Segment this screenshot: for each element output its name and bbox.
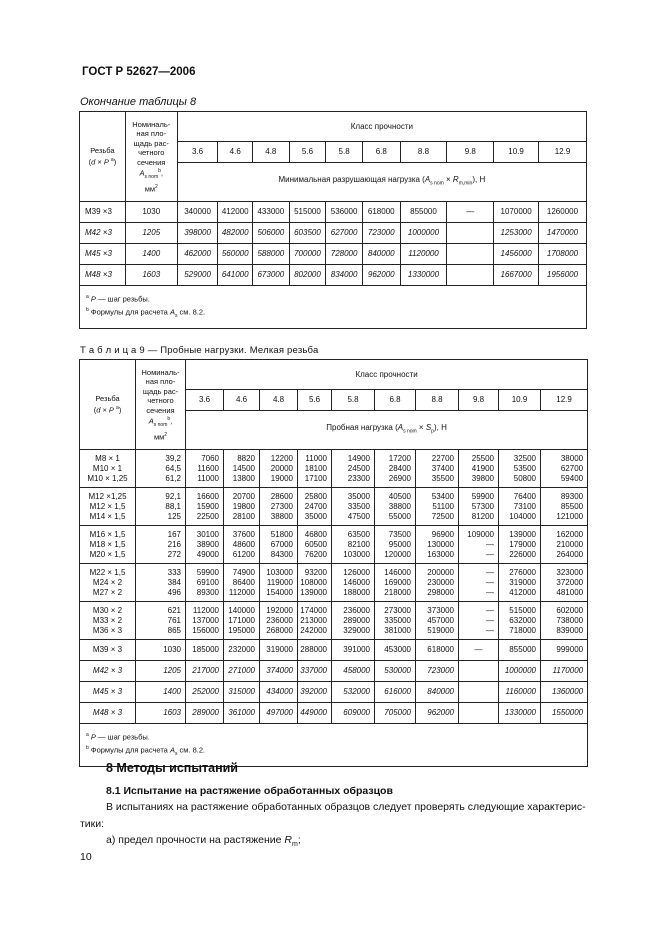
load-cell: 392000 [298, 682, 332, 703]
load-cell: 515000 [289, 202, 326, 223]
table9-caption: Т а б л и ц а 9 — Пробные нагрузки. Мелкая резьба [80, 345, 319, 356]
load-cell: 273000 335000 381000 [375, 602, 416, 640]
load-cell: 834000 [326, 265, 363, 286]
area-cell: 92,1 88,1 125 [136, 488, 186, 526]
area-cell: 1205 [125, 223, 177, 244]
load-cell: 618000 [416, 640, 459, 661]
notes-row [80, 724, 588, 767]
table-row [80, 265, 587, 286]
load-cell: 855000 [400, 202, 447, 223]
class-cell: 4.8 [253, 142, 290, 163]
table-notes: $^a$ P — шаг резьбы. $^b$ Формулы для расчета $A_s$ см. 8.2. [80, 724, 588, 767]
area-cell: 1400 [125, 244, 177, 265]
load-cell [459, 682, 499, 703]
class-cell: 8.8 [400, 142, 447, 163]
load-cell: 337000 [298, 661, 332, 682]
load-cell: 25800 24700 35000 [298, 488, 332, 526]
paragraph-line-2: тики: [80, 818, 105, 830]
class-cell: 4.6 [218, 142, 253, 163]
load-cell: 140000 171000 195000 [224, 602, 260, 640]
thread-cell: M22 × 1,5 M24 × 2 M27 × 2 [80, 564, 136, 602]
load-cell: 962000 [362, 265, 400, 286]
load-cell: 1253000 [494, 223, 539, 244]
load-cell: 162000 210000 264000 [541, 526, 588, 564]
load-cell: 93200 108000 139000 [298, 564, 332, 602]
load-cell [447, 244, 494, 265]
load-cell: 588000 [253, 244, 290, 265]
load-cell: 30100 38900 49000 [186, 526, 224, 564]
class-cell: 3.6 [186, 390, 224, 411]
load-cell: 840000 [362, 244, 400, 265]
load-cell: 40500 38800 55000 [375, 488, 416, 526]
list-item-a [106, 834, 301, 848]
load-cell: 32500 53500 50800 [499, 450, 541, 488]
load-cell: — — — [459, 602, 499, 640]
header-row-class [80, 360, 588, 390]
thread-cell: M30 × 2 M33 × 2 M36 × 3 [80, 602, 136, 640]
table-row [80, 244, 587, 265]
area-cell: 1030 [125, 202, 177, 223]
class-cell: 10.9 [499, 390, 541, 411]
load-cell: 319000 [260, 640, 298, 661]
area-cell: 621 761 865 [136, 602, 186, 640]
load-cell: 112000 137000 156000 [186, 602, 224, 640]
load-cell: 232000 [224, 640, 260, 661]
load-cell: 16600 15900 22500 [186, 488, 224, 526]
class-cell: 9.8 [459, 390, 499, 411]
load-cell: 73500 95000 120000 [375, 526, 416, 564]
load-cell [447, 265, 494, 286]
load-cell: 289000 [186, 703, 224, 724]
load-cell: 462000 [177, 244, 218, 265]
load-cell: 1170000 [541, 661, 588, 682]
thread-cell: M8 × 1 M10 × 1 M10 × 1,25 [80, 450, 136, 488]
load-cell: 497000 [260, 703, 298, 724]
load-cell: 276000 319000 412000 [499, 564, 541, 602]
load-cell: 616000 [375, 682, 416, 703]
load-cell: 506000 [253, 223, 290, 244]
load-cell: 482000 [218, 223, 253, 244]
table-9-proof-loads [79, 359, 588, 767]
strength-class-header: Класс прочности [177, 112, 586, 142]
load-cell: — [447, 202, 494, 223]
load-cell: 103000 119000 154000 [260, 564, 298, 602]
strength-class-header: Класс прочности [186, 360, 588, 390]
thread-cell: M39 ×3 [80, 202, 126, 223]
table-row-group [80, 450, 588, 488]
thread-cell: M48 ×3 [80, 265, 126, 286]
paragraph-line-1: В испытаниях на растяжение обработанных образцов следует проверять следующие характерис- [106, 801, 586, 813]
load-cell: 1456000 [494, 244, 539, 265]
thread-cell: M42 × 3 [80, 661, 136, 682]
load-cell: 76400 73100 104000 [499, 488, 541, 526]
load-cell: 200000 230000 298000 [416, 564, 459, 602]
list-item-a-text: а) предел прочности на растяжение $R_m$; [106, 834, 301, 849]
load-cell: 412000 [218, 202, 253, 223]
load-cell: — [459, 640, 499, 661]
table-row-group [80, 602, 588, 640]
load-cell: 641000 [218, 265, 253, 286]
load-cell: 1667000 [494, 265, 539, 286]
table-row-group [80, 526, 588, 564]
load-cell: 315000 [224, 682, 260, 703]
load-cell [459, 703, 499, 724]
load-cell: 962000 [416, 703, 459, 724]
thread-cell: M39 × 3 [80, 640, 136, 661]
class-cell: 4.8 [260, 390, 298, 411]
table-row [80, 682, 588, 703]
load-cell: 361000 [224, 703, 260, 724]
load-cell: 11000 18100 17100 [298, 450, 332, 488]
load-cell: 271000 [224, 661, 260, 682]
table-row [80, 661, 588, 682]
load-header: Пробная нагрузка $(A_{s nom} \times S_p)$, Н [186, 411, 588, 450]
load-cell: 236000 289000 329000 [332, 602, 375, 640]
class-cell: 9.8 [447, 142, 494, 163]
load-cell: 700000 [289, 244, 326, 265]
table-8-continuation [79, 111, 587, 329]
load-cell: 17200 28400 26900 [375, 450, 416, 488]
load-cell: 217000 [186, 661, 224, 682]
load-cell: 1260000 [538, 202, 586, 223]
load-cell: 609000 [332, 703, 375, 724]
load-cell: — — — [459, 564, 499, 602]
load-cell: 618000 [362, 202, 400, 223]
load-cell: 1330000 [499, 703, 541, 724]
class-cell: 12.9 [541, 390, 588, 411]
class-cell: 5.6 [289, 142, 326, 163]
area-cell: 1030 [136, 640, 186, 661]
area-cell: 333 384 496 [136, 564, 186, 602]
load-cell: 529000 [177, 265, 218, 286]
load-cell: 433000 [253, 202, 290, 223]
load-cell: 22700 37400 35500 [416, 450, 459, 488]
notes-row [80, 286, 587, 329]
load-cell: 59900 69100 89300 [186, 564, 224, 602]
class-cell: 10.9 [494, 142, 539, 163]
class-cell: 5.6 [298, 390, 332, 411]
load-cell: 1956000 [538, 265, 586, 286]
load-cell: 1000000 [400, 223, 447, 244]
load-cell: 340000 [177, 202, 218, 223]
class-cell: 6.8 [362, 142, 400, 163]
load-cell: 453000 [375, 640, 416, 661]
load-cell: 12200 20000 19000 [260, 450, 298, 488]
area-header: Номиналь- ная пло- щадь рас- четного сечения $A_{s nom}^b$, $мм^2$ [125, 112, 177, 202]
load-cell: 1708000 [538, 244, 586, 265]
load-cell: 252000 [186, 682, 224, 703]
area-header: Номиналь- ная пло- щадь рас- четного сечения $A_{s nom}^b$, $мм^2$ [136, 360, 186, 450]
thread-cell: M42 ×3 [80, 223, 126, 244]
document-title: ГОСТ Р 52627—2006 [82, 66, 196, 78]
load-cell: 25500 41900 39800 [459, 450, 499, 488]
class-cell: 8.8 [416, 390, 459, 411]
load-cell: 723000 [362, 223, 400, 244]
load-cell: 37600 48600 61200 [224, 526, 260, 564]
load-cell: 51800 67000 84300 [260, 526, 298, 564]
load-cell: 109000 — — [459, 526, 499, 564]
load-cell: 20700 19800 28100 [224, 488, 260, 526]
load-cell: 126000 146000 188000 [332, 564, 375, 602]
thread-header: Резьба (d × P $^a$) [80, 360, 136, 450]
load-cell: 1360000 [541, 682, 588, 703]
table-notes: $^a$ P — шаг резьбы. $^b$ Формулы для расчета $A_s$ см. 8.2. [80, 286, 587, 329]
area-cell: 1603 [125, 265, 177, 286]
load-cell: 603500 [289, 223, 326, 244]
load-cell: 855000 [499, 640, 541, 661]
load-cell: 434000 [260, 682, 298, 703]
area-cell: 1400 [136, 682, 186, 703]
load-cell: 1470000 [538, 223, 586, 244]
class-cell: 5.8 [332, 390, 375, 411]
header-row-class [80, 112, 587, 142]
table-row-group [80, 564, 588, 602]
load-cell: 174000 213000 242000 [298, 602, 332, 640]
load-cell: 999000 [541, 640, 588, 661]
area-cell: 1205 [136, 661, 186, 682]
load-cell: 96900 130000 163000 [416, 526, 459, 564]
thread-cell: M45 × 3 [80, 682, 136, 703]
load-cell [459, 661, 499, 682]
load-cell: 449000 [298, 703, 332, 724]
load-cell: 673000 [253, 265, 290, 286]
load-cell: 28600 27300 38800 [260, 488, 298, 526]
load-cell: 560000 [218, 244, 253, 265]
class-cell: 4.6 [224, 390, 260, 411]
load-cell: 1070000 [494, 202, 539, 223]
subsection-heading: 8.1 Испытание на растяжение обработанных образцов [106, 785, 393, 797]
load-cell: 1160000 [499, 682, 541, 703]
class-cell: 12.9 [538, 142, 586, 163]
thread-cell: M12 ×1,25 M12 × 1,5 M14 × 1,5 [80, 488, 136, 526]
load-cell: 373000 457000 519000 [416, 602, 459, 640]
load-cell: 1330000 [400, 265, 447, 286]
class-cell: 6.8 [375, 390, 416, 411]
load-cell: 288000 [298, 640, 332, 661]
thread-cell: M16 × 1,5 M18 × 1,5 M20 × 1,5 [80, 526, 136, 564]
load-cell: 14900 24500 23300 [332, 450, 375, 488]
load-header: Минимальная разрушающая нагрузка $(A_{s nom} \times R_{m,min})$, Н [177, 163, 586, 202]
load-cell: 1000000 [499, 661, 541, 682]
load-cell: 374000 [260, 661, 298, 682]
load-cell: 46800 60500 76200 [298, 526, 332, 564]
table-row-group [80, 488, 588, 526]
load-cell [447, 223, 494, 244]
area-cell: 39,2 64,5 61,2 [136, 450, 186, 488]
load-cell: 840000 [416, 682, 459, 703]
load-cell: 8820 14500 13800 [224, 450, 260, 488]
load-cell: 398000 [177, 223, 218, 244]
load-cell: 705000 [375, 703, 416, 724]
load-cell: 458000 [332, 661, 375, 682]
load-cell: 532000 [332, 682, 375, 703]
page-number: 10 [80, 851, 92, 863]
thread-cell: M45 ×3 [80, 244, 126, 265]
table-row [80, 640, 588, 661]
load-cell: 139000 179000 226000 [499, 526, 541, 564]
load-cell: 74900 86400 112000 [224, 564, 260, 602]
thread-cell: M48 × 3 [80, 703, 136, 724]
load-cell: 59900 57300 81200 [459, 488, 499, 526]
class-cell: 3.6 [177, 142, 218, 163]
section-heading: 8 Методы испытаний [106, 761, 238, 775]
load-cell: 530000 [375, 661, 416, 682]
load-cell: 7060 11600 11000 [186, 450, 224, 488]
load-cell: 89300 85500 121000 [541, 488, 588, 526]
thread-header: Резьба (d × P $^a$) [80, 112, 126, 202]
load-cell: 536000 [326, 202, 363, 223]
load-cell: 602000 738000 839000 [541, 602, 588, 640]
load-cell: 391000 [332, 640, 375, 661]
load-cell: 515000 632000 718000 [499, 602, 541, 640]
area-cell: 1603 [136, 703, 186, 724]
load-cell: 185000 [186, 640, 224, 661]
table8-caption: Окончание таблицы 8 [80, 96, 197, 108]
load-cell: 35000 33500 47500 [332, 488, 375, 526]
load-cell: 192000 236000 268000 [260, 602, 298, 640]
load-cell: 1120000 [400, 244, 447, 265]
load-cell: 1550000 [541, 703, 588, 724]
load-cell: 802000 [289, 265, 326, 286]
class-cell: 5.8 [326, 142, 363, 163]
load-cell: 723000 [416, 661, 459, 682]
table-row [80, 703, 588, 724]
table-row [80, 202, 587, 223]
load-cell: 323000 372000 481000 [541, 564, 588, 602]
area-cell: 167 216 272 [136, 526, 186, 564]
load-cell: 63500 82100 103000 [332, 526, 375, 564]
load-cell: 627000 [326, 223, 363, 244]
load-cell: 38000 62700 59400 [541, 450, 588, 488]
load-cell: 53400 51100 72500 [416, 488, 459, 526]
table-row [80, 223, 587, 244]
load-cell: 728000 [326, 244, 363, 265]
load-cell: 146000 169000 218000 [375, 564, 416, 602]
